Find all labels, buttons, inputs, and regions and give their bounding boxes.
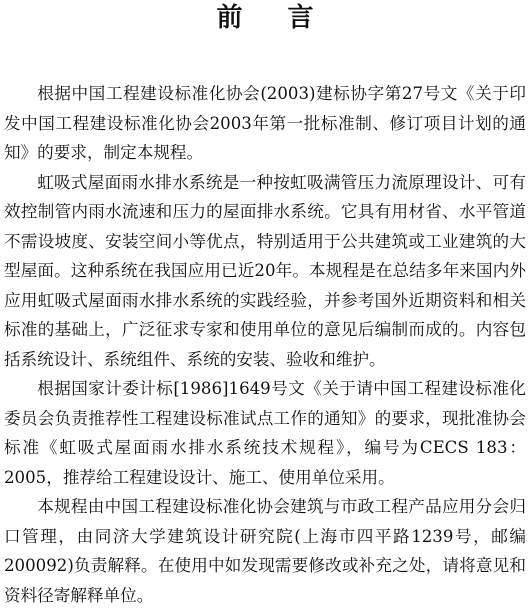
paragraph-1: 根据中国工程建设标准化协会(2003)建标协字第27号文《关于印发中国工程建设标准化协会2003年第一批标准制、修订项目计划的通知》的要求，制定本规程。 <box>4 84 526 162</box>
page-title: 前 言 <box>216 3 332 33</box>
paragraph-4: 本规程由中国工程建设标准化协会建筑与市政工程产品应用分会归口管理，由同济大学建筑设计研究院(上海市四平路1239号，邮编200092)负责解释。在使用中如发现需要修改或补充之处，请将意见和资料径寄解释单位。 <box>4 497 526 605</box>
paragraph-3: 根据国家计委计标[1986]1649号文《关于请中国工程建设标准化委员会负责推荐性工程建设标准试点工作的通知》的要求，现批准协会标准《虹吸式屋面雨水排水系统技术规程》，编号为CECS 183：2005，推荐给工程建设设计、施工、使用单位采用。 <box>4 379 526 487</box>
paragraph-2: 虹吸式屋面雨水排水系统是一种按虹吸满管压力流原理设计、可有效控制管内雨水流速和压力的屋面排水系统。它具有用材省、水平管道不需设坡度、安装空间小等优点，特别适用于公共建筑或工业建筑的大型屋面。这种系统在我国应用已近20年。本规程是在总结多年来国内外应用虹吸式屋面雨水排水系统的实践经验，并参考国外近期资料和相关标准的基础上，广泛征求专家和使用单位的意见后编制而成的。内容包括系统设计、系统组件、系统的安装、验收和维护。 <box>4 172 526 369</box>
preface-body <box>4 79 526 610</box>
